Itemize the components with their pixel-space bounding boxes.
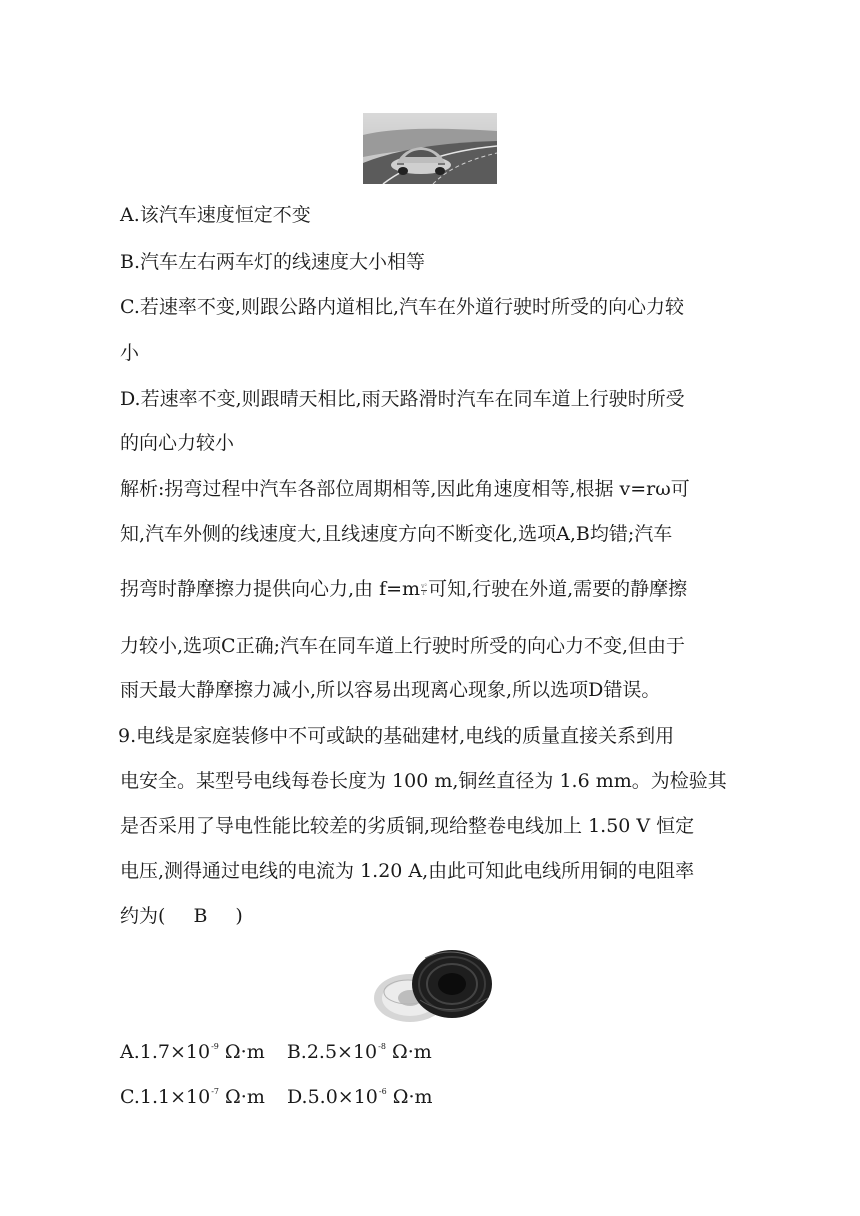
answer-letter: B [193,905,208,927]
q9-stem-line1: 9.电线是家庭装修中不可或缺的基础建材,电线的质量直接关系到用 [118,725,675,747]
analysis-line4: 力较小,选项C正确;汽车在同车道上行驶时所受的向心力不变,但由于 [120,635,686,657]
analysis-line2: 知,汽车外侧的线速度大,且线速度方向不断变化,选项A,B均错;汽车 [120,523,673,545]
car-on-curved-road-image [363,113,497,184]
analysis-line3-pre: 拐弯时静摩擦力提供向心力,由 f=m [120,578,421,600]
option-b [287,1041,432,1063]
option-d-unit: Ω·m [386,1086,433,1108]
fraction-denominator: r [422,589,426,597]
fraction-numerator: v² [421,582,427,590]
option-b-unit: Ω·m [385,1041,432,1063]
option-c-exponent: -7 [211,1087,220,1096]
option-c-unit: Ω·m [219,1086,265,1108]
option-d [287,1086,433,1108]
q9-stem-line4: 电压,测得通过电线的电流为 1.20 A,由此可知此电线所用铜的电阻率 [120,860,695,882]
analysis-line3-post: 可知,行驶在外道,需要的静摩擦 [428,578,688,600]
q9-stem-line2: 电安全。某型号电线每卷长度为 100 m,铜丝直径为 1.6 mm。为检验其 [120,770,727,792]
wire-coils-image [370,940,496,1026]
analysis-line5: 雨天最大静摩擦力减小,所以容易出现离心现象,所以选项D错误。 [120,679,661,701]
option-b-base: B.2.5×10 [286,1041,378,1063]
option-d-line1: D.若速率不变,则跟晴天相比,雨天路滑时汽车在同车道上行驶时所受 [120,388,685,410]
q9-stem-line3: 是否采用了导电性能比较差的劣质铜,现给整卷电线加上 1.50 V 恒定 [120,815,695,837]
q9-stem-line5 [120,907,243,926]
q9-options-row1 [120,1043,432,1062]
option-c-line1: C.若速率不变,则跟公路内道相比,汽车在外道行驶时所受的向心力较 [120,296,684,318]
option-a [120,1041,265,1063]
option-b: B.汽车左右两车灯的线速度大小相等 [120,251,426,273]
analysis-line3 [120,580,687,599]
option-a-base: A.1.7×10 [120,1041,211,1063]
q9-options-row2 [120,1088,433,1107]
option-d-line2: 的向心力较小 [120,432,235,454]
option-d-exponent: -6 [378,1087,387,1096]
option-b-exponent: -8 [378,1042,386,1051]
option-a: A.该汽车速度恒定不变 [120,204,311,226]
option-c-line2: 小 [120,342,140,364]
option-c [120,1086,265,1108]
option-d-base: D.5.0×10 [286,1086,378,1108]
answer-prefix: 约为( [120,905,166,927]
option-c-base: C.1.1×10 [120,1086,211,1108]
answer-suffix: ) [235,905,243,927]
formula-fraction [421,584,427,597]
analysis-line1: 解析:拐弯过程中汽车各部位周期相等,因此角速度相等,根据 v=rω可 [120,478,690,500]
option-a-exponent: -9 [211,1042,219,1051]
option-a-unit: Ω·m [218,1041,265,1063]
